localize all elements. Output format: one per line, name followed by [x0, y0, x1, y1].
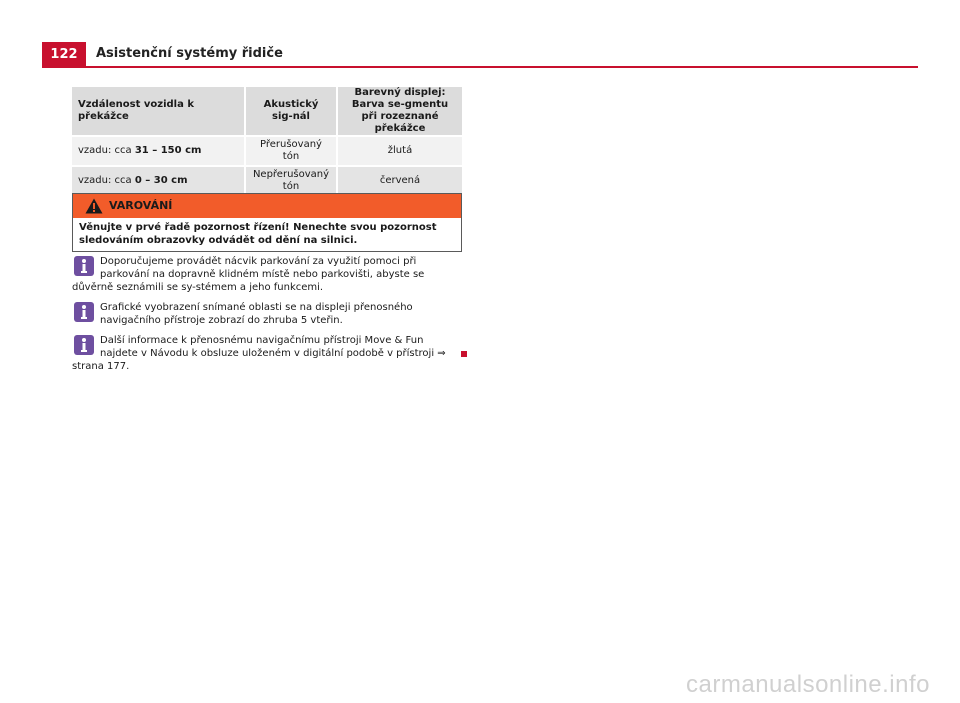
- warning-triangle-icon: [85, 198, 103, 214]
- info-icon: [74, 302, 94, 322]
- warning-text: Věnujte v prvé řadě pozornost řízení! Nenechte svou pozornost sledováním obrazovky odvádět od dění na silnici.: [73, 218, 461, 251]
- sound-cell: Přerušovaný tón: [245, 136, 337, 166]
- distance-value: 31 – 150 cm: [134, 145, 202, 156]
- watermark: carmanualsonline.info: [686, 671, 930, 698]
- header-distance: Vzdálenost vozidla k překážce: [72, 87, 245, 136]
- note-item: [72, 255, 464, 294]
- distance-prefix: vzadu: cca: [78, 145, 135, 156]
- header-sound: Akustický sig-nál: [245, 87, 337, 136]
- color-cell: červená: [337, 166, 462, 195]
- table-row: [72, 136, 462, 166]
- note-text: Doporučujeme provádět nácvik parkování za využití pomoci při parkování na dopravně klidném místě nebo parkovišti, abyste se důvěrně seznámili se sy-stémem a jeho funkcemi.: [72, 256, 425, 293]
- note-item: [72, 301, 464, 327]
- warning-box: [72, 193, 462, 252]
- distance-table: [72, 87, 462, 195]
- info-icon: [74, 256, 94, 276]
- page-number: 122: [42, 42, 86, 66]
- info-icon: [74, 335, 94, 355]
- warning-header: [73, 194, 461, 218]
- page-header: [42, 42, 918, 68]
- sound-cell: Nepřerušovaný tón: [245, 166, 337, 195]
- note-text: Grafické vyobrazení snímané oblasti se na displeji přenosného navigačního přístroje zobrazí do zhruba 5 vteřin.: [100, 302, 413, 326]
- table-row: [72, 166, 462, 195]
- note-text: Další informace k přenosnému navigačnímu přístroji Move & Fun najdete v Návodu k obsluze uloženém v digitální podobě v přístroji ⇒ strana 177.: [72, 335, 446, 372]
- distance-cell: [72, 136, 245, 166]
- note-item: [72, 334, 464, 373]
- color-cell: žlutá: [337, 136, 462, 166]
- warning-title: VAROVÁNÍ: [109, 199, 173, 212]
- distance-cell: [72, 166, 245, 195]
- chapter-title: Asistenční systémy řidiče: [96, 46, 283, 61]
- section-end-marker: [461, 351, 467, 357]
- table-header-row: [72, 87, 462, 136]
- distance-value: 0 – 30 cm: [134, 175, 188, 186]
- distance-prefix: vzadu: cca: [78, 175, 135, 186]
- header-rule: [42, 66, 918, 68]
- header-color: Barevný displej: Barva se-gmentu při rozeznané překážce: [337, 87, 462, 136]
